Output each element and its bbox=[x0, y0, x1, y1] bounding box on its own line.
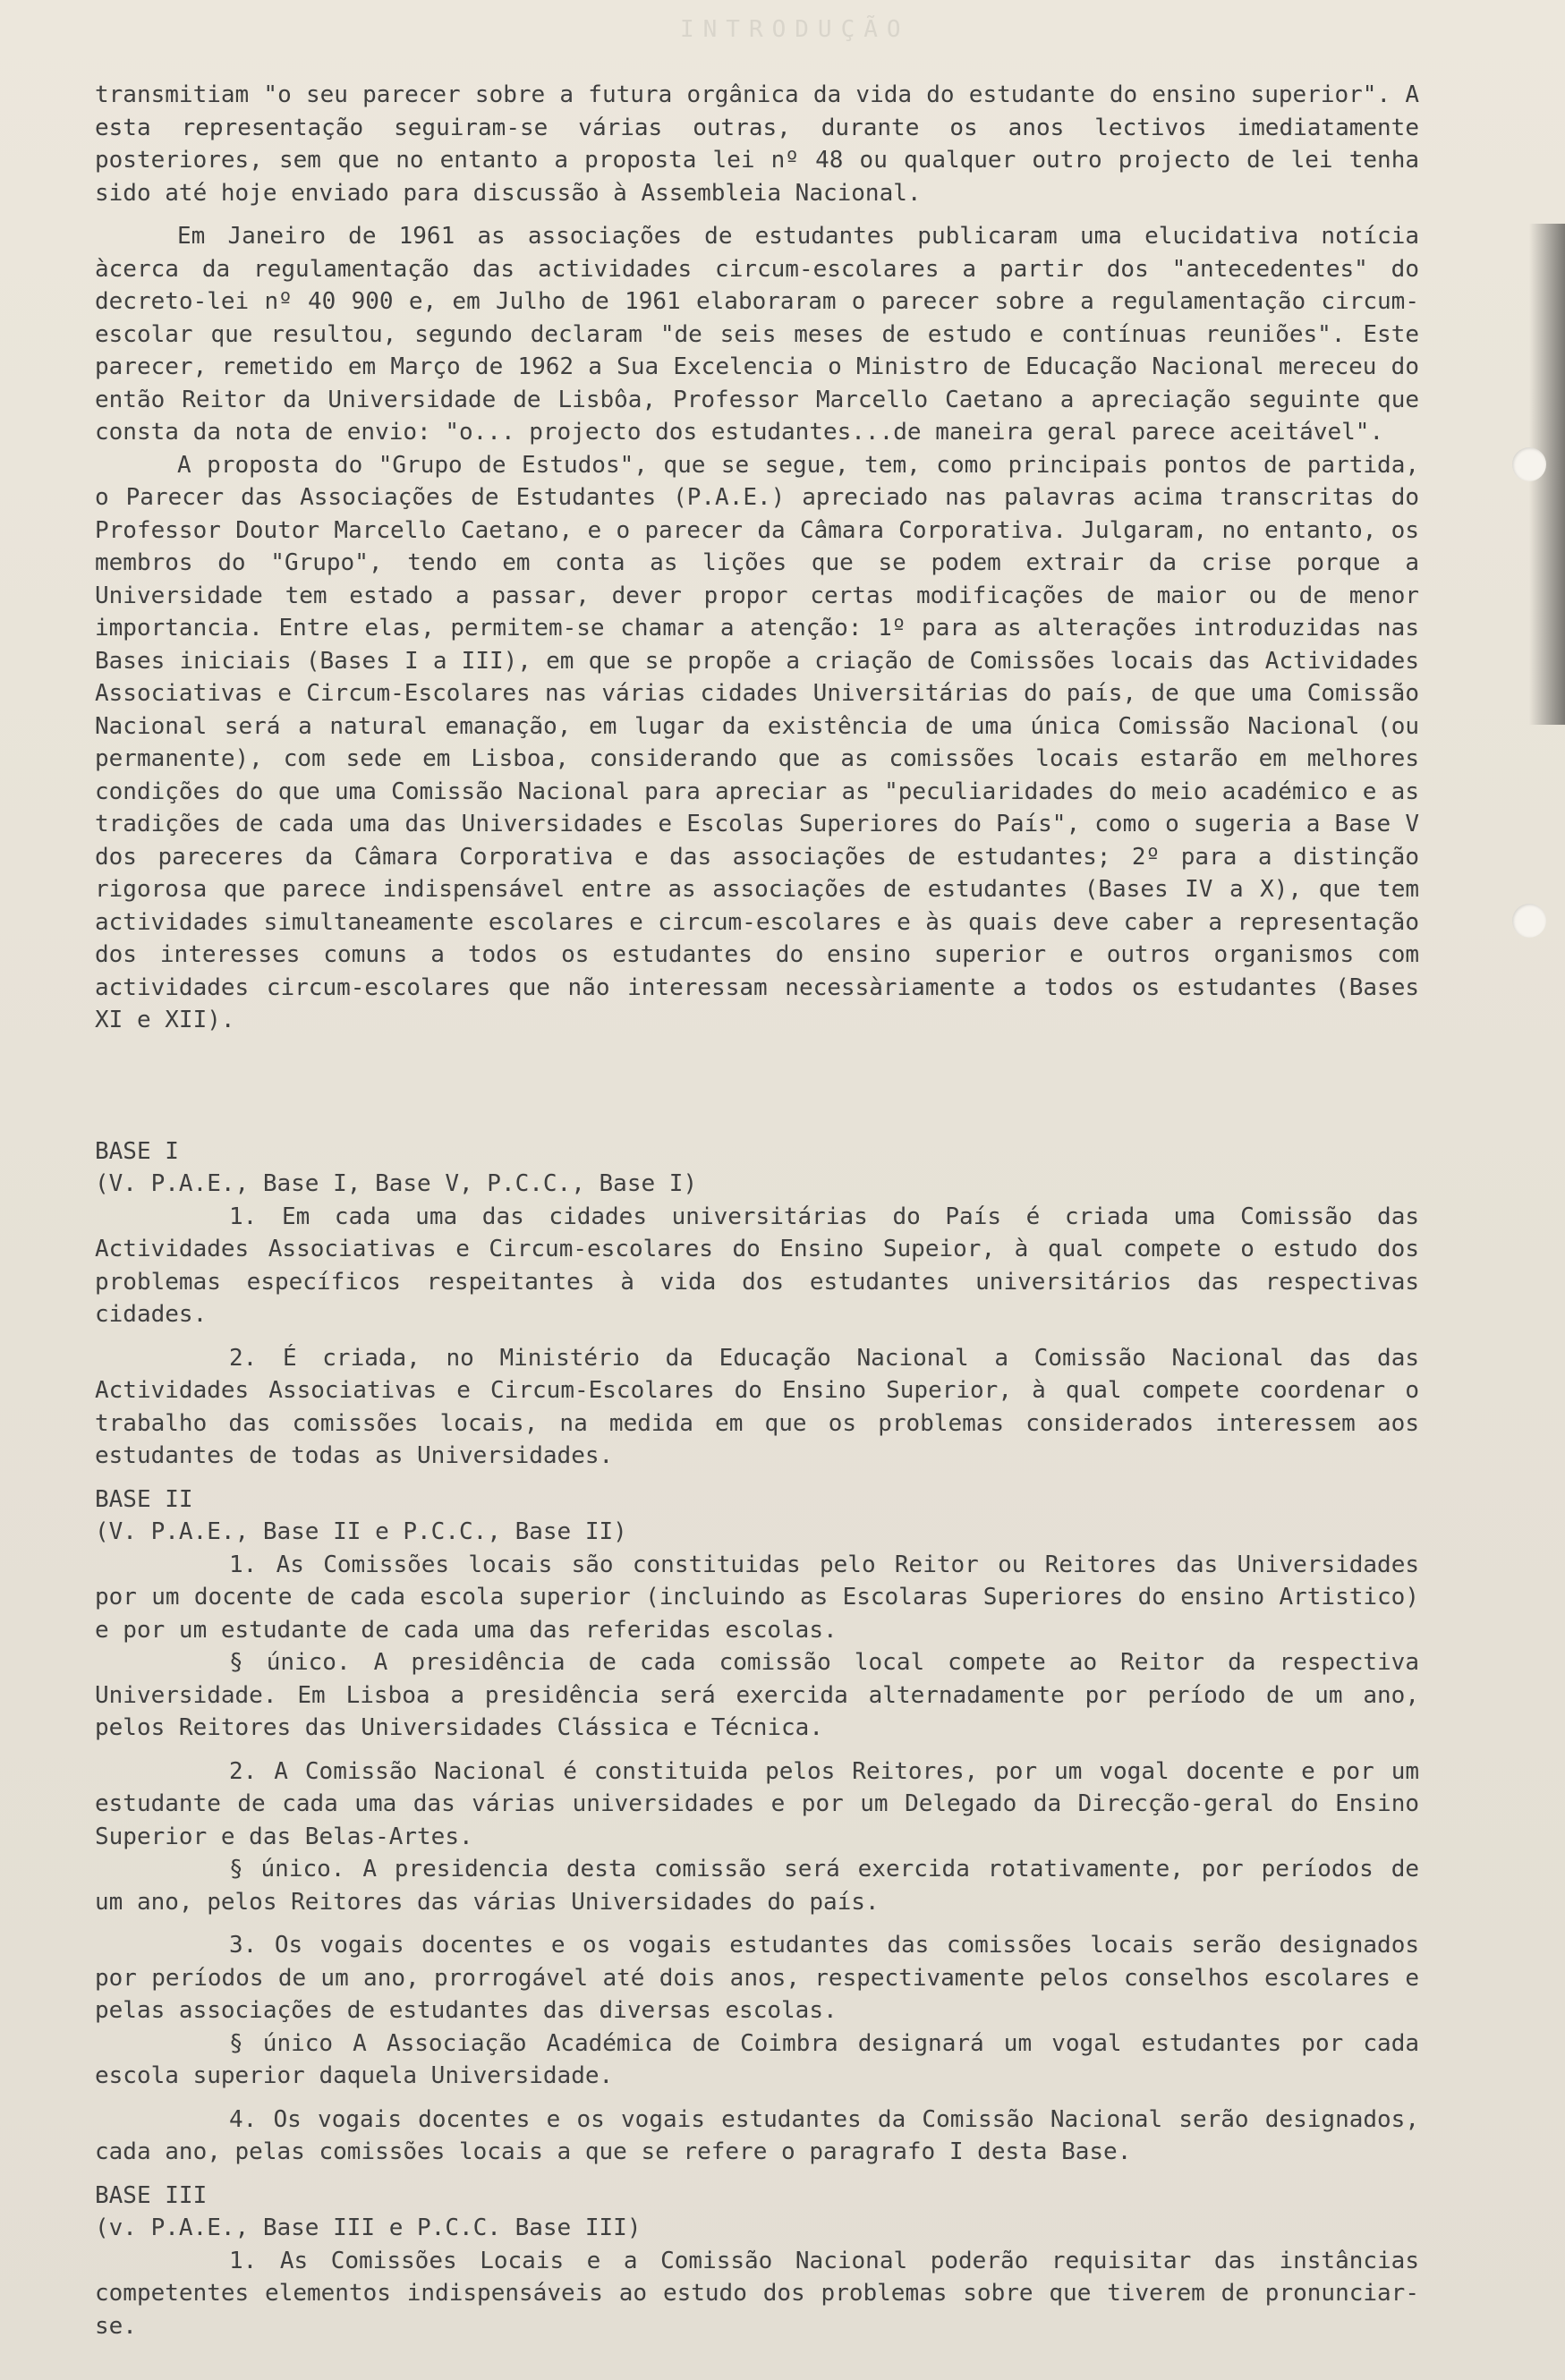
base-ii-item-3: 3. Os vogais docentes e os vogais estudantes das comissões locais serão designados por períodos de um ano, prorrogável até dois anos, respectivamente pelos conselhos escolares e pelas associações de estudantes das diversas escolas. bbox=[95, 1932, 1419, 2024]
base-iii-title: BASE III bbox=[95, 2181, 208, 2209]
base-ii-reference: (V. P.A.E., Base II e P.C.C., Base II) bbox=[95, 1518, 627, 1545]
punch-hole bbox=[1512, 904, 1546, 938]
intro-paragraph-2: Em Janeiro de 1961 as associações de estudantes publicaram uma elucidativa notícia àcerca da regulamentação das actividades circum-escolares a partir dos "antecedentes" do decreto-lei nº 40 900 e, em Julho de 1961 elaboraram o parecer sobre a regulamentação circum-escolar que resultou, segundo declaram "de seis meses de estudo e contínuas reuniões". Este parecer, remetido em Março de 1962 a Sua Excelencia o Ministro de Educação Nacional mereceu do então Reitor da Universidade de Lisbôa, Professor Marcello Caetano a apreciação seguinte que consta da nota de envio: "o... projecto dos estudantes...de maneira geral parece aceitável". bbox=[95, 223, 1419, 446]
base-ii-paragraph-unico-3: § único A Associação Académica de Coimbra designará um vogal estudantes por cada escola superior daquela Universidade. bbox=[95, 2029, 1419, 2089]
document-body bbox=[95, 79, 1419, 2342]
intro-paragraph-3: A proposta do "Grupo de Estudos", que se segue, tem, como principais pontos de partida, o Parecer das Associações de Estudantes (P.A.E.) apreciado nas palavras acima transcritas do Professor Doutor Marcello Caetano, e o parecer da Câmara Corporativa. Julgaram, no entanto, os membros do "Grupo", tendo em conta as lições que se podem extrair da crise porque a Universidade tem estado a passar, dever propor certas modificações de maior ou de menor importancia. Entre elas, permitem-se chamar a atenção: 1º para as alterações introduzidas nas Bases iniciais (Bases I a III), em que se propõe a criação de Comissões locais das Actividades Associativas e Circum-Escolares nas várias cidades Universitárias do país, de que uma Comissão Nacional será a natural emanação, em lugar da existência de uma única Comissão Nacional (ou permanente), com sede em Lisboa, considerando que as comissões locais estarão em melhores condições do que uma Comissão Nacional para apreciar as "peculiaridades do meio académico e as tradições de cada uma das Universidades e Escolas Superiores do País", como o sugeria a Base V dos pareceres da Câmara Corporativa e das associações de estudantes; 2º para a distinção rigorosa que parece indispensável entre as associações de estudantes (Bases IV a X), que tem actividades simultaneamente escolares e circum-escolares e às quais deve caber a representação dos interesses comuns a todos os estudantes do ensino superior e outros organismos com actividades circum-escolares que não interessam necessàriamente a todos os estudantes (Bases XI e XII). bbox=[95, 451, 1419, 1033]
base-i-item-1: 1. Em cada uma das cidades universitárias do País é criada uma Comissão das Actividades Associativas e Circum-escolares do Ensino Supeior, à qual compete o estudo dos problemas específicos respeitantes à vida dos estudantes universitários das respectivas cidades. bbox=[95, 1203, 1419, 1328]
base-ii-item-2: 2. A Comissão Nacional é constituida pelos Reitores, por um vogal docente e por um estudante de cada uma das várias universidades e por um Delegado da Direcção-geral do Ensino Superior e das Belas-Artes. bbox=[95, 1757, 1419, 1850]
base-ii-paragraph-unico-1: § único. A presidência de cada comissão local compete ao Reitor da respectiva Universidade. Em Lisboa a presidência será exercida alternadamente por período de um ano, pelos Reitores das Universidades Clássica e Técnica. bbox=[95, 1649, 1419, 1741]
base-ii-paragraph-unico-2: § único. A presidencia desta comissão será exercida rotativamente, por períodos de um ano, pelos Reitores das várias Universidades do país. bbox=[95, 1856, 1419, 1916]
base-ii-item-1: 1. As Comissões locais são constituidas pelo Reitor ou Reitores das Universidades por um docente de cada escola superior (incluindo as Escolaras Superiores do ensino Artistico) e por um estudante de cada uma das referidas escolas. bbox=[95, 1551, 1419, 1644]
base-i-title: BASE I bbox=[95, 1137, 179, 1165]
base-i-item-2: 2. É criada, no Ministério da Educação Nacional a Comissão Nacional das das Actividades Associativas e Circum-Escolares do Ensino Superior, à qual compete coordenar o trabalho das comissões locais, na medida em que os problemas considerados interessem aos estudantes de todas as Universidades. bbox=[95, 1344, 1419, 1469]
base-iii-item-1: 1. As Comissões Locais e a Comissão Nacional poderão requisitar das instâncias competentes elementos indispensáveis ao estudo dos problemas sobre que tiverem de pronunciar-se. bbox=[95, 2247, 1419, 2340]
base-ii-title: BASE II bbox=[95, 1485, 193, 1513]
intro-paragraph-1: transmitiam "o seu parecer sobre a futura orgânica da vida do estudante do ensino superior". A esta representação seguiram-se várias outras, durante os anos lectivos imediatamente posteriores, sem que no entanto a proposta lei nº 48 ou qualquer outro projecto de lei tenha sido até hoje enviado para discussão à Assembleia Nacional. bbox=[95, 81, 1419, 207]
base-iii-reference: (v. P.A.E., Base III e P.C.C. Base III) bbox=[95, 2214, 642, 2241]
base-i-reference: (V. P.A.E., Base I, Base V, P.C.C., Base I) bbox=[95, 1170, 698, 1197]
bleed-through-header: INTRODUÇÃO bbox=[680, 16, 910, 43]
base-ii-item-4: 4. Os vogais docentes e os vogais estudantes da Comissão Nacional serão designados, cada ano, pelas comissões locais a que se refere o paragrafo I desta Base. bbox=[95, 2105, 1419, 2165]
punch-hole bbox=[1512, 447, 1546, 481]
